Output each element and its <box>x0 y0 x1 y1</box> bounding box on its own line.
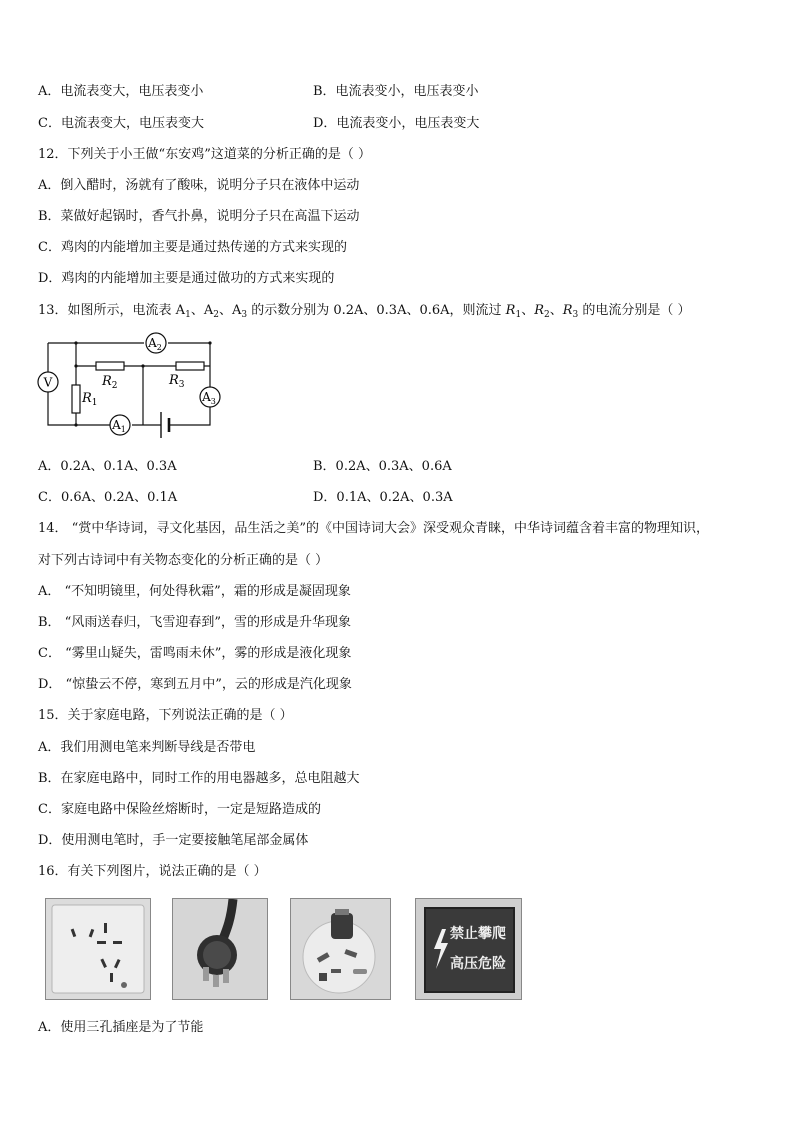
q13-option-d: D．0.1A、0.2A、0.3A <box>313 490 453 505</box>
ammeter-a1 <box>110 415 130 435</box>
warning-sign-board <box>424 907 515 993</box>
label-r3: $R_3$ <box>169 373 185 390</box>
q12-stem: 12．下列关于小王做“东安鸡”这道菜的分析正确的是（ ） <box>38 147 371 162</box>
q13-option-a: A．0.2A、0.1A、0.3A <box>38 459 177 474</box>
photo-wall-socket <box>45 898 151 1000</box>
q15-option-a: A．我们用测电笔来判断导线是否带电 <box>38 740 256 755</box>
svg-text:A1: $A_1$ <box>112 418 126 434</box>
q14-stem-line2: 对下列古诗词中有关物态变化的分析正确的是（ ） <box>38 553 329 568</box>
photo-three-pin-plug <box>172 898 268 1000</box>
q15-option-d: D．使用测电笔时，手一定要接触笔尾部金属体 <box>38 833 309 848</box>
battery <box>161 412 169 438</box>
photo-warning-sign <box>415 898 522 1000</box>
q13-circuit-diagram <box>36 332 226 442</box>
svg-text:A3: $A_3$ <box>202 390 216 406</box>
q12-option-c: C．鸡肉的内能增加主要是通过热传递的方式来实现的 <box>38 240 347 255</box>
sign-text-high-voltage: 高压危险 <box>450 956 506 972</box>
photo-plug-components <box>290 898 391 1000</box>
q16-stem: 16．有关下列图片，说法正确的是（ ） <box>38 864 267 879</box>
q13-stem: 13．如图所示，电流表 $A_1$、$A_2$、$A_3$ 的示数分别为 0.2A、0.3A、0.6A，则流过 $R_1$、$R_2$、$R_3$ 的电流分别是（ ） <box>38 303 691 320</box>
q11-option-c: C．电流表变大，电压表变大 <box>38 116 204 131</box>
q14-stem-line1: 14． “赏中华诗词，寻文化基因，品生活之美”的《中国诗词大会》深受观众青睐，中华诗词蕴含着丰富的物理知识， <box>38 521 709 536</box>
q12-option-d: D．鸡肉的内能增加主要是通过做功的方式来实现的 <box>38 271 335 286</box>
q14-option-a: A． “不知明镜里，何处得秋霜”，霜的形成是凝固现象 <box>38 584 351 599</box>
sign-text-no-climbing: 禁止攀爬 <box>450 926 506 942</box>
q11-option-a: A．电流表变大，电压表变小 <box>38 84 204 99</box>
q15-stem: 15．关于家庭电路，下列说法正确的是（ ） <box>38 708 293 723</box>
q16-option-a: A．使用三孔插座是为了节能 <box>38 1020 204 1035</box>
q12-option-b: B．菜做好起锅时，香气扑鼻，说明分子只在高温下运动 <box>38 209 360 224</box>
label-r2: $R_2$ <box>102 374 118 391</box>
q13-option-c: C．0.6A、0.2A、0.1A <box>38 490 178 505</box>
svg-text:V: V <box>43 375 53 390</box>
q14-option-c: C． “雾里山疑失，雷鸣雨未休”，雾的形成是液化现象 <box>38 646 352 661</box>
q13-option-b: B．0.2A、0.3A、0.6A <box>313 459 452 474</box>
q14-option-d: D． “惊蛰云不停，寒到五月中”，云的形成是汽化现象 <box>38 677 352 692</box>
ammeter-a3 <box>200 387 220 407</box>
q14-option-b: B． “风雨送春归，飞雪迎春到”，雪的形成是升华现象 <box>38 615 351 630</box>
resistor-r2 <box>96 362 124 370</box>
q11-option-d: D．电流表变小，电压表变大 <box>313 116 480 131</box>
ammeter-a2 <box>146 333 166 353</box>
svg-text:A2: $A_2$ <box>148 336 162 352</box>
q15-option-b: B．在家庭电路中，同时工作的用电器越多，总电阻越大 <box>38 771 360 786</box>
label-r1: $R_1$ <box>82 391 98 408</box>
voltmeter-v <box>38 372 58 392</box>
q12-option-a: A．倒入醋时，汤就有了酸味，说明分子只在液体中运动 <box>38 178 360 193</box>
resistor-r3 <box>176 362 204 370</box>
resistor-r1 <box>72 385 80 413</box>
q15-option-c: C．家庭电路中保险丝熔断时，一定是短路造成的 <box>38 802 321 817</box>
lightning-bolt-icon <box>432 929 450 969</box>
q11-option-b: B．电流表变小，电压表变小 <box>313 84 479 99</box>
